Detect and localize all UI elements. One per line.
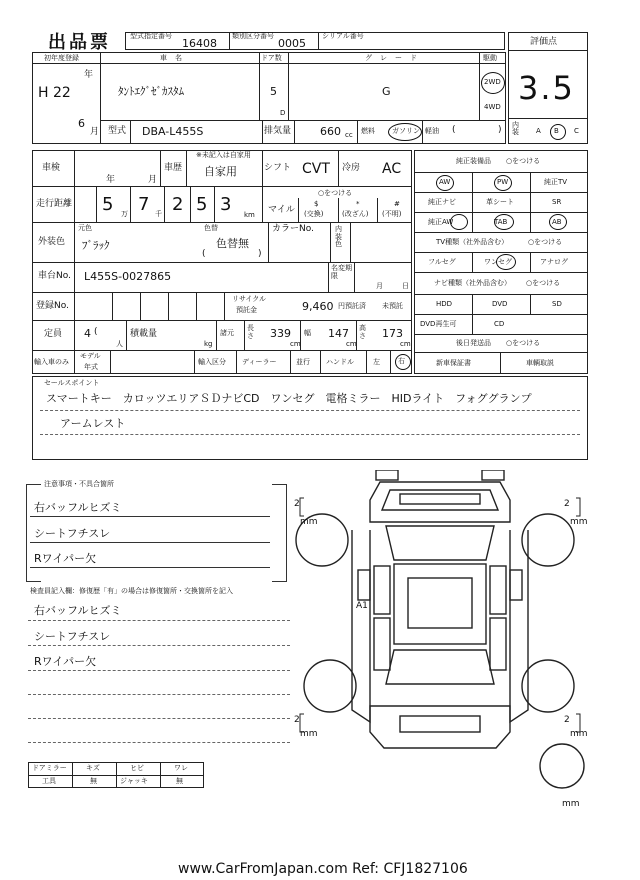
capacity-unit: 人 <box>116 340 123 348</box>
tire-rl-size: 2 <box>294 715 300 725</box>
footer-ref: www.CarFromJapan.com Ref: CFJ1827106 <box>178 861 468 877</box>
document-title: 出品票 <box>48 32 111 53</box>
equip-header-2: キズ <box>86 764 100 772</box>
opt-pw: PW <box>497 178 509 186</box>
navi-mark-label: ○をつける <box>526 279 561 287</box>
inspection-year: 年 <box>106 175 116 185</box>
cc-unit: cc <box>345 131 353 139</box>
doors-label: ドア数 <box>261 54 282 62</box>
sales-point-line-2: アームレスト <box>60 417 126 430</box>
front-outline <box>370 482 510 522</box>
mileage-man: 万 <box>121 210 128 218</box>
equip-row-4: 無 <box>176 777 183 785</box>
orig-color-value: ﾌﾞﾗｯｸ <box>82 239 110 252</box>
rear-window <box>386 650 494 684</box>
capacity-label: 定員 <box>44 329 63 339</box>
history-label: 車歴 <box>164 163 183 173</box>
tire-rr-mm: mm <box>570 729 588 739</box>
equip-row-2: 無 <box>90 777 97 785</box>
mileage-sen: 千 <box>155 210 162 218</box>
opt-manual: 車輌取説 <box>526 359 554 367</box>
opt-genuine-navi: 純正ナビ <box>428 198 456 206</box>
year-label: 年 <box>84 70 94 80</box>
equip-row-3: ジャッキ <box>120 777 148 785</box>
model-value: DBA-L455S <box>142 125 204 138</box>
length-label: 長さ <box>247 324 254 340</box>
orig-color-label: 元色 <box>78 224 92 232</box>
opt-cd: CD <box>494 320 505 328</box>
chassis-value: L455S-0027865 <box>84 270 172 283</box>
height-label: 高さ <box>359 324 366 340</box>
tire-front-right <box>522 514 574 566</box>
mile-tamper-label: (改ざん) <box>342 210 369 218</box>
month-label: 月 <box>90 127 100 137</box>
sales-point-label: セールスポイント <box>44 379 100 387</box>
capacity-paren: ( <box>94 327 98 337</box>
tire-fl-size: 2 <box>294 499 300 509</box>
rear-outline <box>370 706 510 748</box>
tv-label: TV種類（社外品含む） <box>436 238 509 246</box>
chassis-label: 車台No. <box>38 271 71 281</box>
tire-spare <box>540 744 584 788</box>
opt-warranty: 新車保証書 <box>436 359 471 367</box>
opt-leather: 革シート <box>486 198 514 206</box>
tire-fr-size: 2 <box>564 499 570 509</box>
damage-mark-a1: A1 <box>356 601 368 611</box>
recycle-unit: 円預託済 <box>338 302 366 310</box>
notes-label: 注意事項・不具合箇所 <box>44 480 114 488</box>
parallel-label: 並行 <box>296 358 310 366</box>
opt-sd: SD <box>552 300 562 308</box>
opt-analog: アナログ <box>540 258 568 266</box>
serial-label: シリアル番号 <box>322 32 364 40</box>
ac-value: AC <box>382 161 402 177</box>
note-item-1: 右バッフルヒズミ <box>34 501 122 514</box>
opt-ab: AB <box>552 218 562 226</box>
equip-header-1: ドアミラー <box>32 764 67 772</box>
model-cert-number: 16408 <box>182 37 217 50</box>
mileage-digit-5: 3 <box>220 194 232 215</box>
handle-label: ハンドル <box>326 358 354 366</box>
height-value: 173 <box>382 327 403 340</box>
paint-value: 色替無 <box>216 237 249 250</box>
displ-label: 諸元 <box>220 329 234 337</box>
opt-tab: TAB <box>494 218 508 226</box>
recycle-label: リサイクル <box>232 295 267 303</box>
mileage-digit-3: 2 <box>172 194 184 215</box>
history-note: ※未記入は自家用 <box>196 151 251 159</box>
opt-fullseg: フルセグ <box>428 258 456 266</box>
name-change-day: 日 <box>402 282 409 290</box>
color-no-label: カラーNo. <box>272 224 314 234</box>
genuine-label: 純正装備品 <box>456 157 491 165</box>
interior-c: C <box>574 127 579 135</box>
door-rear-left <box>374 618 390 670</box>
fuel-light-oil: 軽油 <box>425 127 439 135</box>
navi-label: ナビ種類（社外品含む） <box>434 279 511 287</box>
inspection-month: 月 <box>148 175 158 185</box>
mile-label: マイル <box>268 205 295 215</box>
fuel-gasoline: ガソリン <box>392 127 420 135</box>
doors-value: 5 <box>270 85 277 98</box>
mile-swap-symbol: $ <box>314 200 319 208</box>
mileage-digit-4: 5 <box>196 194 208 215</box>
first-reg-era: H 22 <box>38 85 71 101</box>
import-label: 輸入車のみ <box>34 358 69 366</box>
door-rear-right <box>490 618 506 670</box>
mile-note: ○をつける <box>318 189 353 197</box>
handle-right: 右 <box>398 357 405 365</box>
first-reg-month: 6 <box>78 117 85 130</box>
mileage-digit-1: 5 <box>102 194 114 215</box>
inspector-item-3: Rワイパー欠 <box>34 655 97 668</box>
drive-2wd: 2WD <box>484 78 501 86</box>
import-type-label: 輸入区分 <box>198 358 226 366</box>
mileage-digit-2: 7 <box>138 194 150 215</box>
genuine-mark-label: ○をつける <box>506 157 541 165</box>
history-value: 自家用 <box>204 165 237 178</box>
load-label: 積載量 <box>130 329 158 339</box>
class-number: 0005 <box>278 37 306 50</box>
interior-a: A <box>536 127 541 135</box>
inspector-item-1: 右バッフルヒズミ <box>34 604 122 617</box>
score-label: 評価点 <box>530 37 558 47</box>
not-deposited: 未預託 <box>382 302 403 310</box>
width-unit: cm <box>346 340 357 348</box>
later-mark-label: ○をつける <box>506 339 541 347</box>
reg-label: 登録No. <box>36 301 69 311</box>
ac-label: 冷房 <box>342 163 361 173</box>
equip-header-4: ワレ <box>174 764 188 772</box>
mile-unknown-symbol: # <box>394 200 400 208</box>
car-damage-diagram <box>290 470 590 810</box>
interior-color-label: 内装色 <box>335 225 342 249</box>
note-item-3: Rワイパー欠 <box>34 552 97 565</box>
model-label: 型式 <box>108 126 127 136</box>
displacement-value: 660 <box>320 125 341 138</box>
opt-genuine-aw: 純正AW <box>428 218 454 226</box>
inspector-label: 検査員記入欄：修復歴「有」の場合は修復箇所・交換箇所を記入 <box>30 587 233 595</box>
name-change-month: 月 <box>376 282 383 290</box>
score-value: 3.5 <box>518 69 575 107</box>
fuel-paren-close: ) <box>498 125 502 135</box>
drive-label: 駆動 <box>483 54 497 62</box>
tire-fl-mm: mm <box>300 517 318 527</box>
opt-oneseg: ワンセグ <box>484 258 512 266</box>
width-label: 幅 <box>304 329 311 337</box>
length-value: 339 <box>270 327 291 340</box>
model-cert-label: 型式指定番号 <box>130 32 172 40</box>
tire-rr-size: 2 <box>564 715 570 725</box>
equip-header-3: ヒビ <box>130 764 144 772</box>
later-label: 後日発送品 <box>456 339 491 347</box>
opt-sr: SR <box>552 198 562 206</box>
drive-4wd: 4WD <box>484 103 501 111</box>
shift-value: CVT <box>302 161 330 177</box>
inspector-item-2: シートフチスレ <box>34 630 111 643</box>
load-unit: kg <box>204 340 213 348</box>
paint-paren-open: ( <box>202 249 206 259</box>
dealer-label: ディーラー <box>242 358 277 366</box>
body-right <box>510 530 528 722</box>
height-unit: cm <box>400 340 411 348</box>
mile-unknown-label: (不明) <box>382 210 402 218</box>
model-year-label-b: 年式 <box>84 363 98 371</box>
first-reg-label: 初年度登録 <box>44 54 79 62</box>
opt-dvd-play: DVD再生可 <box>420 320 457 328</box>
recycle-value: 9,460 <box>302 300 334 313</box>
grade-label: グレード <box>365 54 425 62</box>
grade-value: G <box>382 85 391 98</box>
tire-spare-mm: mm <box>562 799 580 809</box>
sales-point-line-1: スマートキー カロッツエリアＳＤナビCD ワンセグ 電格ミラー HIDライト フォググランプ <box>46 392 532 405</box>
handle-left: 左 <box>373 358 380 366</box>
fuel-label: 燃料 <box>361 127 375 135</box>
car-name: ﾀﾝﾄｴｸﾞｾﾞｶｽﾀﾑ <box>118 85 184 98</box>
capacity-value: 4 <box>84 327 91 340</box>
model-year-label: モデル <box>80 352 101 360</box>
mile-tamper-symbol: * <box>356 200 360 208</box>
mileage-label: 走行距離 <box>36 199 73 209</box>
note-item-2: シートフチスレ <box>34 527 111 540</box>
tire-rear-right <box>522 660 574 712</box>
mile-swap-label: (交換) <box>304 210 324 218</box>
tv-mark-label: ○をつける <box>528 238 563 246</box>
tire-rear-left <box>304 660 356 712</box>
opt-genuine-tv: 純正TV <box>544 178 568 186</box>
class-label: 類別区分番号 <box>232 32 274 40</box>
displacement-label: 排気量 <box>264 126 292 136</box>
shift-label: シフト <box>264 163 292 173</box>
color-label: 外装色 <box>38 237 66 247</box>
windshield <box>386 526 494 560</box>
recycle-deposit-label: 預託金 <box>236 306 257 314</box>
opt-dvd: DVD <box>492 300 508 308</box>
inspection-label: 車検 <box>42 163 61 173</box>
tire-fr-mm: mm <box>570 517 588 527</box>
opt-aw: AW <box>439 178 451 186</box>
interior-label: 内装 <box>512 121 519 136</box>
car-name-label: 車名 <box>160 54 190 62</box>
door-front-left <box>374 566 390 614</box>
opt-hdd: HDD <box>436 300 453 308</box>
km-unit: km <box>244 211 255 219</box>
door-type: D <box>280 109 286 117</box>
length-unit: cm <box>290 340 301 348</box>
equip-row-1: 工具 <box>42 777 56 785</box>
door-front-right <box>490 566 506 614</box>
width-value: 147 <box>328 327 349 340</box>
interior-b: B <box>554 127 559 135</box>
paint-paren-close: ) <box>258 249 262 259</box>
paint-label: 色替 <box>204 224 218 232</box>
fuel-paren-open: ( <box>452 125 456 135</box>
tire-rl-mm: mm <box>300 729 318 739</box>
name-change-label: 名変期限 <box>331 264 352 281</box>
